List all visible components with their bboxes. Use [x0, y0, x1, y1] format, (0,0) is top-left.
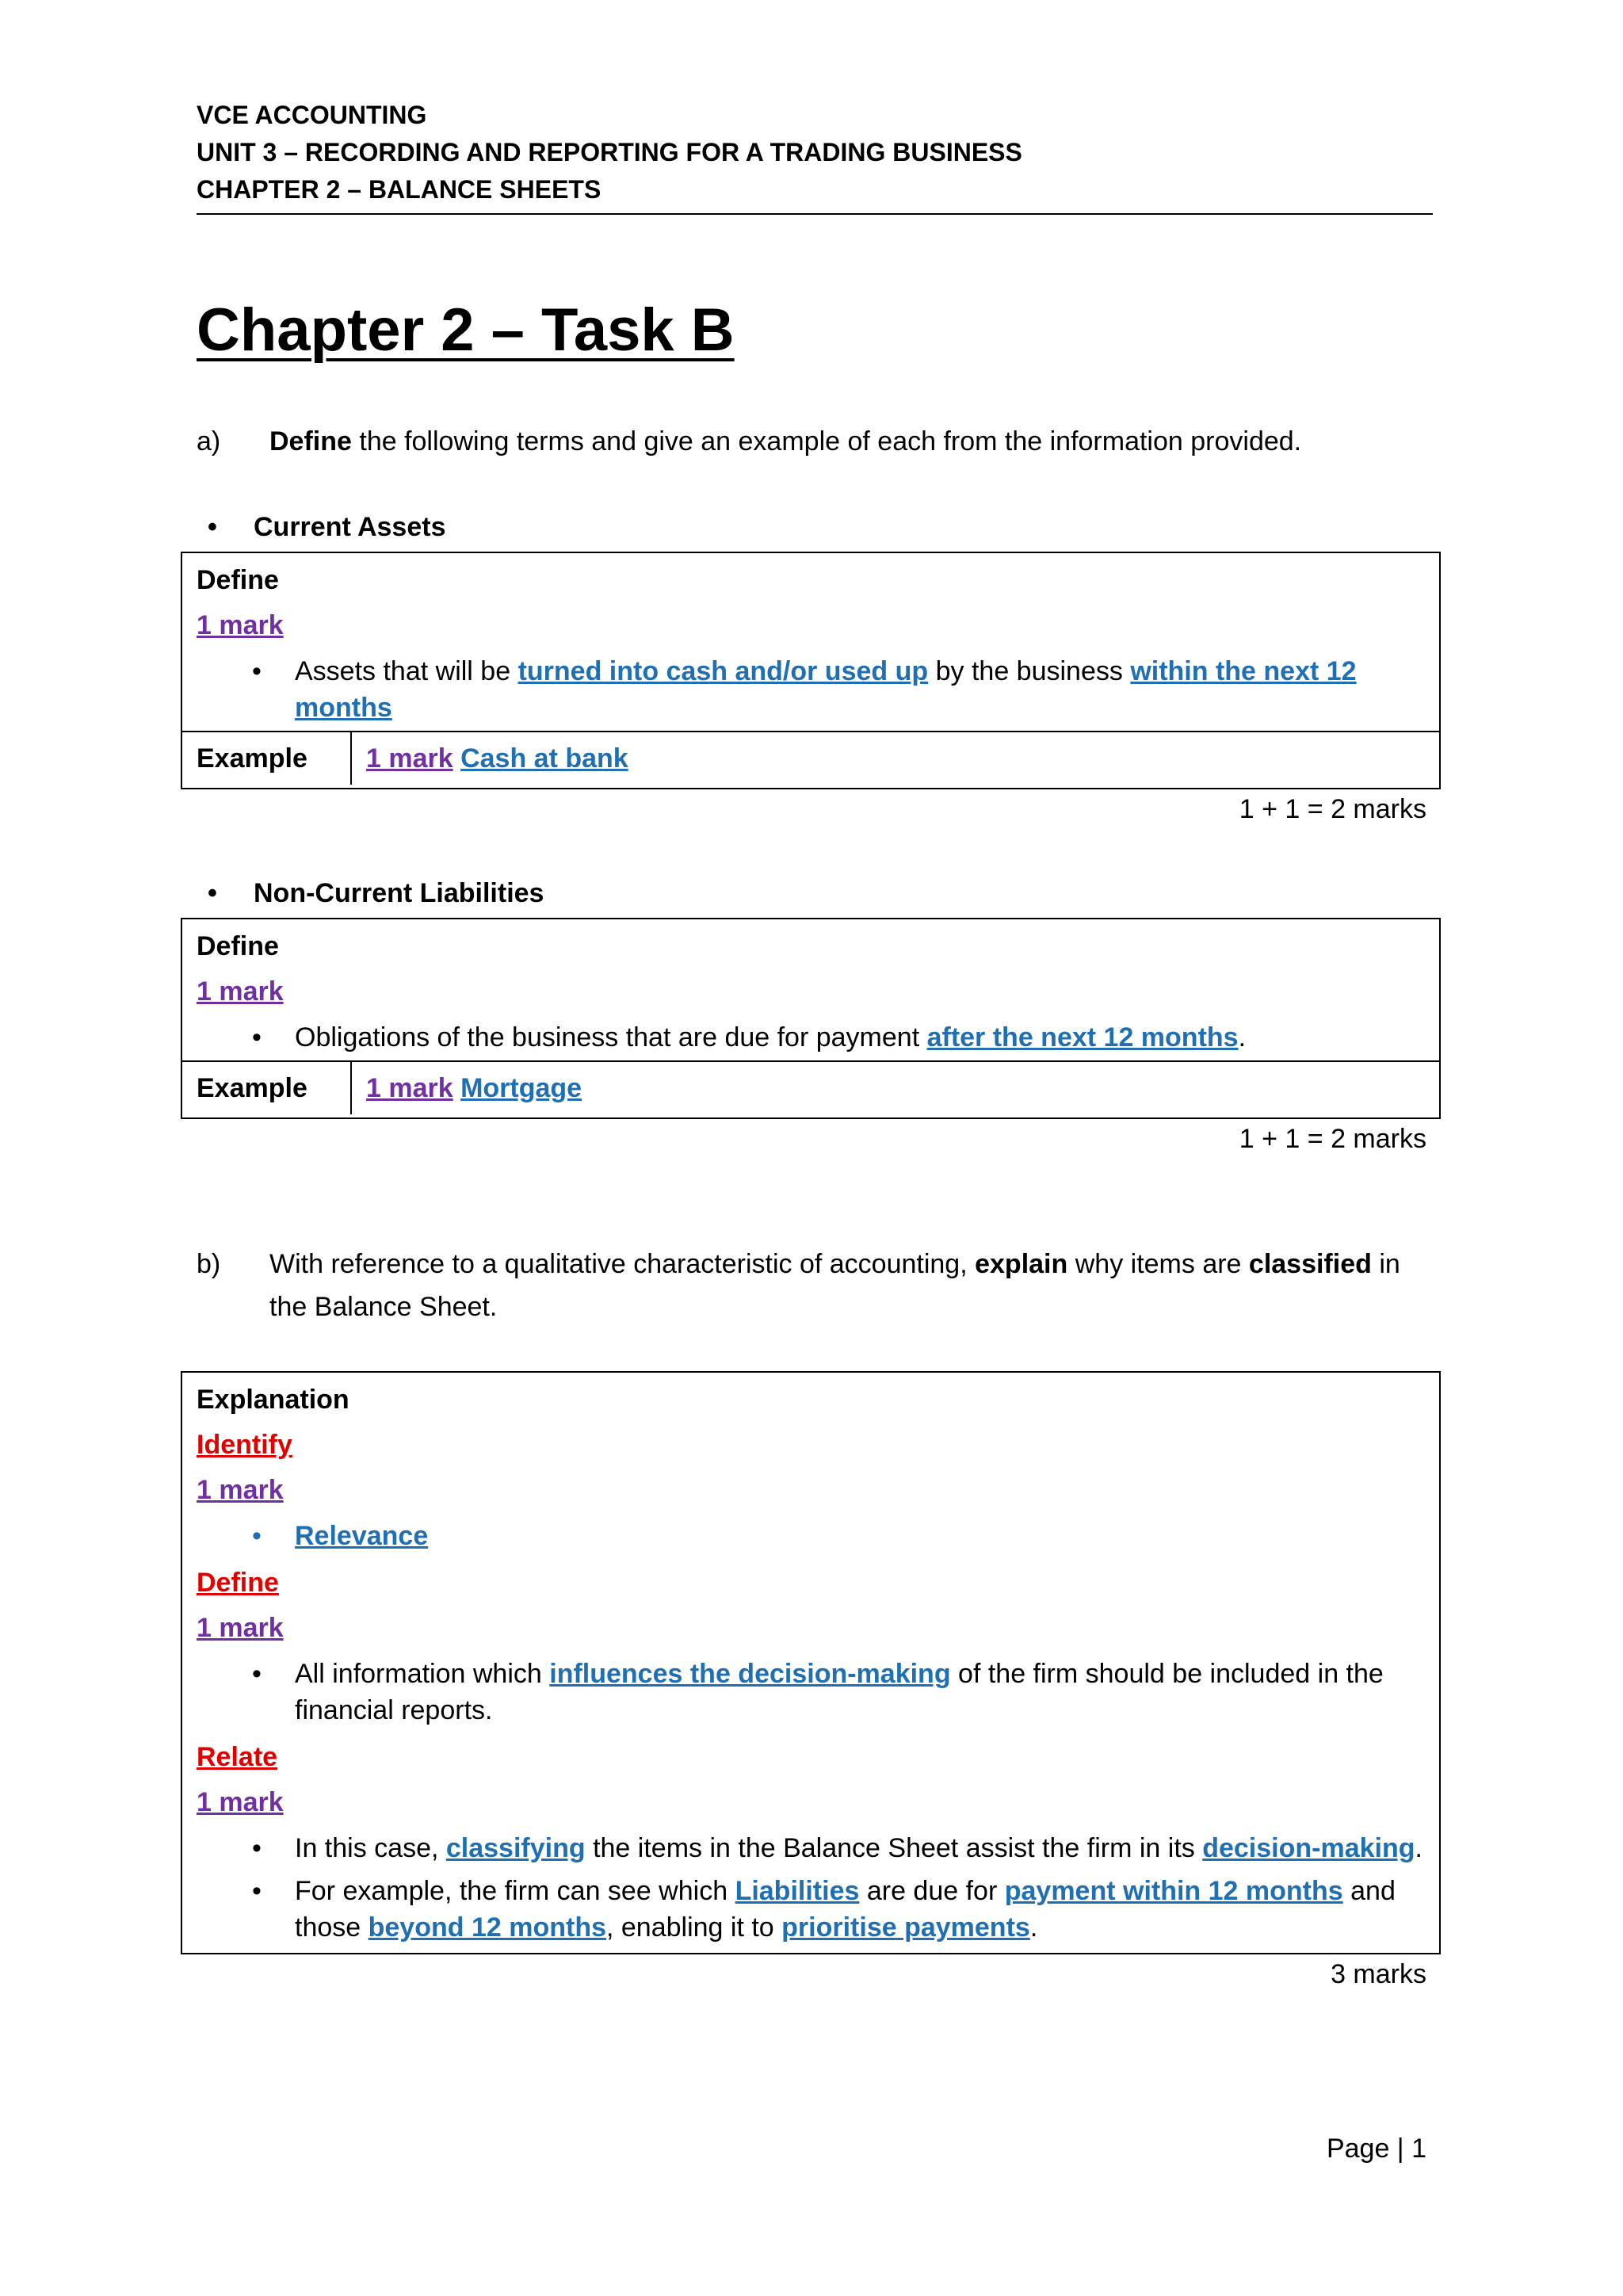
- example-row: [182, 731, 1439, 785]
- non-current-liabilities-heading-text: Non-Current Liabilities: [254, 878, 544, 908]
- question-b-keyword: classified: [1248, 1249, 1372, 1279]
- bullet-icon: •: [252, 656, 262, 686]
- definition-text: Obligations of the business that are due for payment: [295, 1022, 927, 1052]
- mark-label: 1 mark: [197, 1613, 284, 1643]
- answer-highlight: after the next 12 months: [926, 1022, 1239, 1052]
- definition-text: .: [1238, 1022, 1247, 1052]
- question-a-keyword: Define: [269, 426, 352, 457]
- explanation-text: , enabling it to: [606, 1912, 782, 1943]
- marks-total: 1 + 1 = 2 marks: [1239, 794, 1426, 824]
- explanation-text: and those: [295, 1876, 1396, 1943]
- header-chapter: CHAPTER 2 – BALANCE SHEETS: [197, 175, 601, 204]
- definition-item: [197, 1019, 1425, 1056]
- non-current-liabilities-box: [181, 918, 1441, 1119]
- mark-label: 1 mark: [366, 743, 453, 774]
- bullet-icon: •: [252, 1659, 262, 1689]
- current-assets-heading: [208, 506, 445, 548]
- mark-label: 1 mark: [197, 1475, 284, 1505]
- answer-highlight: Liabilities: [735, 1876, 860, 1906]
- explanation-text: .: [1415, 1833, 1423, 1863]
- relate-item: [197, 1873, 1425, 1946]
- marks-total: 3 marks: [1331, 1959, 1426, 1989]
- current-assets-box: [181, 552, 1441, 789]
- answer-highlight: beyond 12 months: [368, 1912, 606, 1943]
- relate-item: [197, 1830, 1425, 1866]
- non-current-liabilities-heading: [208, 872, 544, 915]
- answer-highlight: within the next 12 months: [295, 656, 1357, 723]
- explanation-text: of the firm should be included in the financial reports.: [295, 1659, 1384, 1725]
- explanation-label: Explanation: [197, 1385, 349, 1415]
- definition-text: Assets that will be: [295, 656, 518, 686]
- question-b-part: why items are: [1067, 1249, 1249, 1279]
- marks-total: 1 + 1 = 2 marks: [1239, 1124, 1426, 1154]
- bullet-icon: •: [208, 512, 217, 542]
- answer-highlight: influences the decision-making: [549, 1659, 951, 1689]
- mark-label: 1 mark: [197, 976, 284, 1007]
- question-a-text: [269, 420, 1442, 463]
- explanation-box: [181, 1371, 1441, 1954]
- mark-label: 1 mark: [197, 610, 284, 640]
- bullet-icon: •: [252, 1521, 262, 1551]
- define-label: Define: [197, 1568, 279, 1598]
- example-answer: Mortgage: [460, 1072, 582, 1103]
- answer-highlight: payment within 12 months: [1004, 1876, 1343, 1906]
- header-subject: VCE ACCOUNTING: [197, 101, 427, 129]
- example-answer: Cash at bank: [460, 743, 628, 774]
- explanation-text: are due for: [859, 1876, 1005, 1906]
- explanation-text: .: [1029, 1912, 1038, 1943]
- header-unit: UNIT 3 – RECORDING AND REPORTING FOR A TRADING BUSINESS: [197, 138, 1022, 166]
- explanation-text: For example, the firm can see which: [295, 1876, 735, 1906]
- bullet-icon: •: [252, 1876, 262, 1906]
- relevance-item: [197, 1518, 1425, 1554]
- answer-highlight: turned into cash and/or used up: [517, 656, 929, 686]
- question-b-text: [269, 1243, 1442, 1328]
- example-label: Example: [182, 732, 352, 785]
- answer-highlight: prioritise payments: [781, 1912, 1030, 1943]
- bullet-icon: •: [208, 878, 217, 908]
- question-b-part: in the Balance Sheet.: [269, 1249, 1400, 1322]
- answer-highlight: Relevance: [295, 1521, 429, 1551]
- relate-label: Relate: [197, 1742, 278, 1772]
- answer-highlight: decision-making: [1202, 1833, 1415, 1863]
- identify-label: Identify: [197, 1430, 292, 1460]
- question-a-rest: the following terms and give an example of each from the information provided.: [351, 426, 1302, 457]
- define-label: Define: [197, 565, 279, 595]
- mark-label: 1 mark: [366, 1072, 453, 1103]
- example-label: Example: [182, 1062, 352, 1114]
- question-b-number: b): [197, 1249, 221, 1279]
- question-b-keyword: explain: [975, 1249, 1068, 1279]
- definition-item: [197, 653, 1425, 726]
- question-a-number: a): [197, 426, 221, 457]
- question-b-part: With reference to a qualitative characteristic of accounting,: [269, 1249, 976, 1279]
- page-header: [197, 97, 1433, 215]
- answer-highlight: classifying: [445, 1833, 586, 1863]
- explanation-text: All information which: [295, 1659, 550, 1689]
- bullet-icon: •: [252, 1833, 262, 1863]
- current-assets-heading-text: Current Assets: [254, 512, 446, 542]
- mark-label: 1 mark: [197, 1787, 284, 1817]
- page-title: Chapter 2 – Task B: [197, 296, 735, 364]
- page-number: Page | 1: [1326, 2134, 1426, 2164]
- define-label: Define: [197, 931, 279, 961]
- definition-text: by the business: [928, 656, 1131, 686]
- example-row: [182, 1060, 1439, 1114]
- explanation-text: In this case,: [295, 1833, 446, 1863]
- bullet-icon: •: [252, 1022, 262, 1052]
- explanation-text: the items in the Balance Sheet assist the firm in its: [585, 1833, 1203, 1863]
- define-item: [197, 1656, 1425, 1729]
